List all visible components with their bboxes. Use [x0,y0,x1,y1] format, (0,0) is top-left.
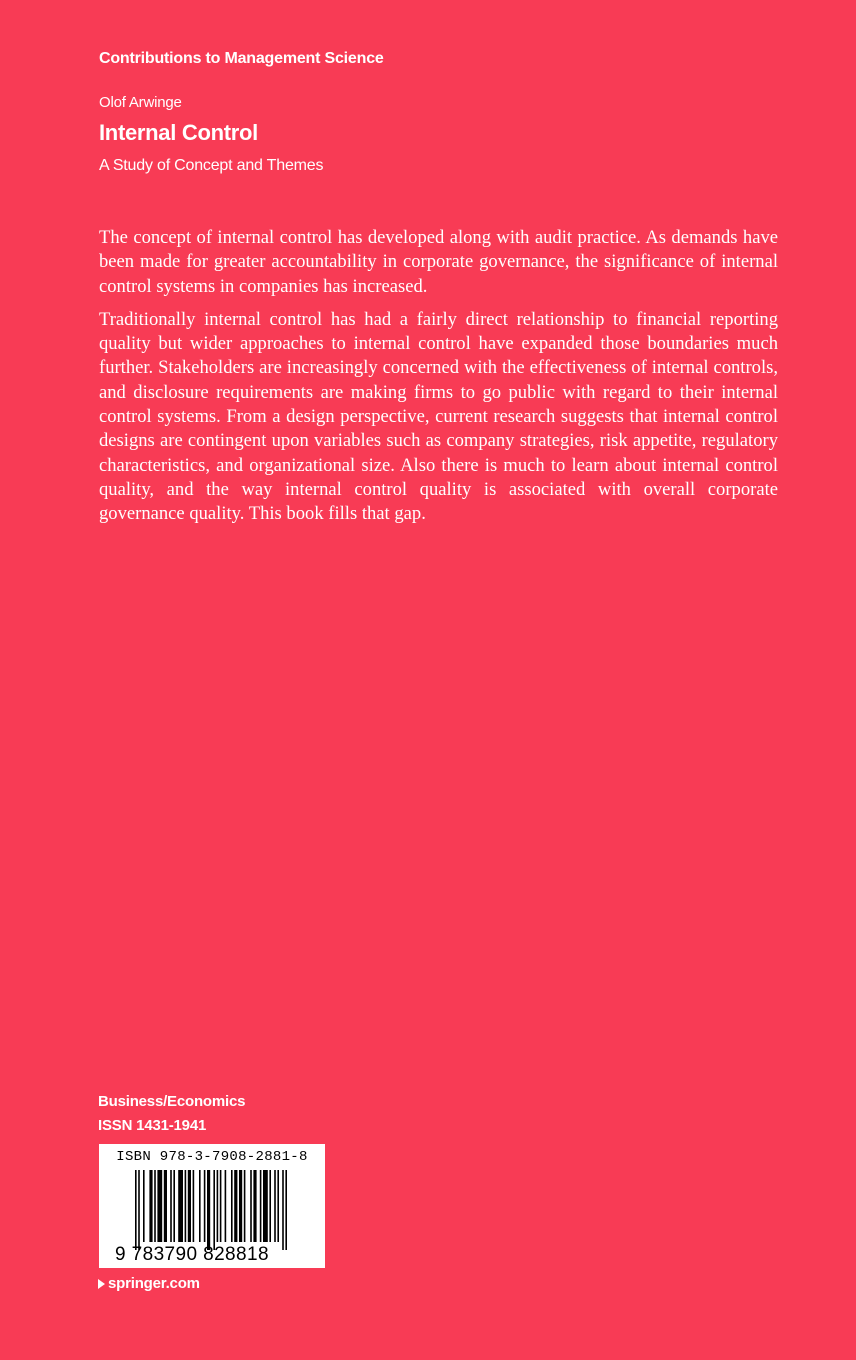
barcode-digits: 9 783790 828818 [115,1244,269,1265]
arrow-right-icon [98,1279,105,1289]
book-description [99,226,778,536]
description-paragraph-1: The concept of internal control has developed along with audit practice. As demands have been made for greater accountability in corporate governance, the significance of internal control systems in companies has increased. [99,227,778,297]
book-subtitle: A Study of Concept and Themes [99,157,324,174]
issn-number: ISSN 1431-1941 [98,1117,207,1134]
series-title: Contributions to Management Science [99,50,384,67]
description-paragraph-2: Traditionally internal control has had a fairly direct relationship to financial reporting quality but wider approaches to internal control have expanded those boundaries much further. Stakeholders are increasingly concerned with the effectiveness of internal controls, and disclosure requirements are making firms to go public with regard to their internal control systems. From a design perspective, current research suggests that internal control designs are contingent upon variables such as company strategies, risk appetite, regulatory characteristics, and organizational size. Also there is much to learn about internal control quality, and the way internal control quality is associated with overall corporate governance quality. This book fills that gap. [99,308,778,525]
book-title: Internal Control [99,120,258,145]
barcode-label [99,1144,325,1268]
isbn-text: ISBN 978-3-7908-2881-8 [116,1149,308,1165]
subject-category: Business/Economics [98,1093,246,1110]
publisher-website-text: springer.com [108,1275,200,1292]
author-name: Olof Arwinge [99,94,182,111]
publisher-website-link[interactable] [98,1275,200,1292]
